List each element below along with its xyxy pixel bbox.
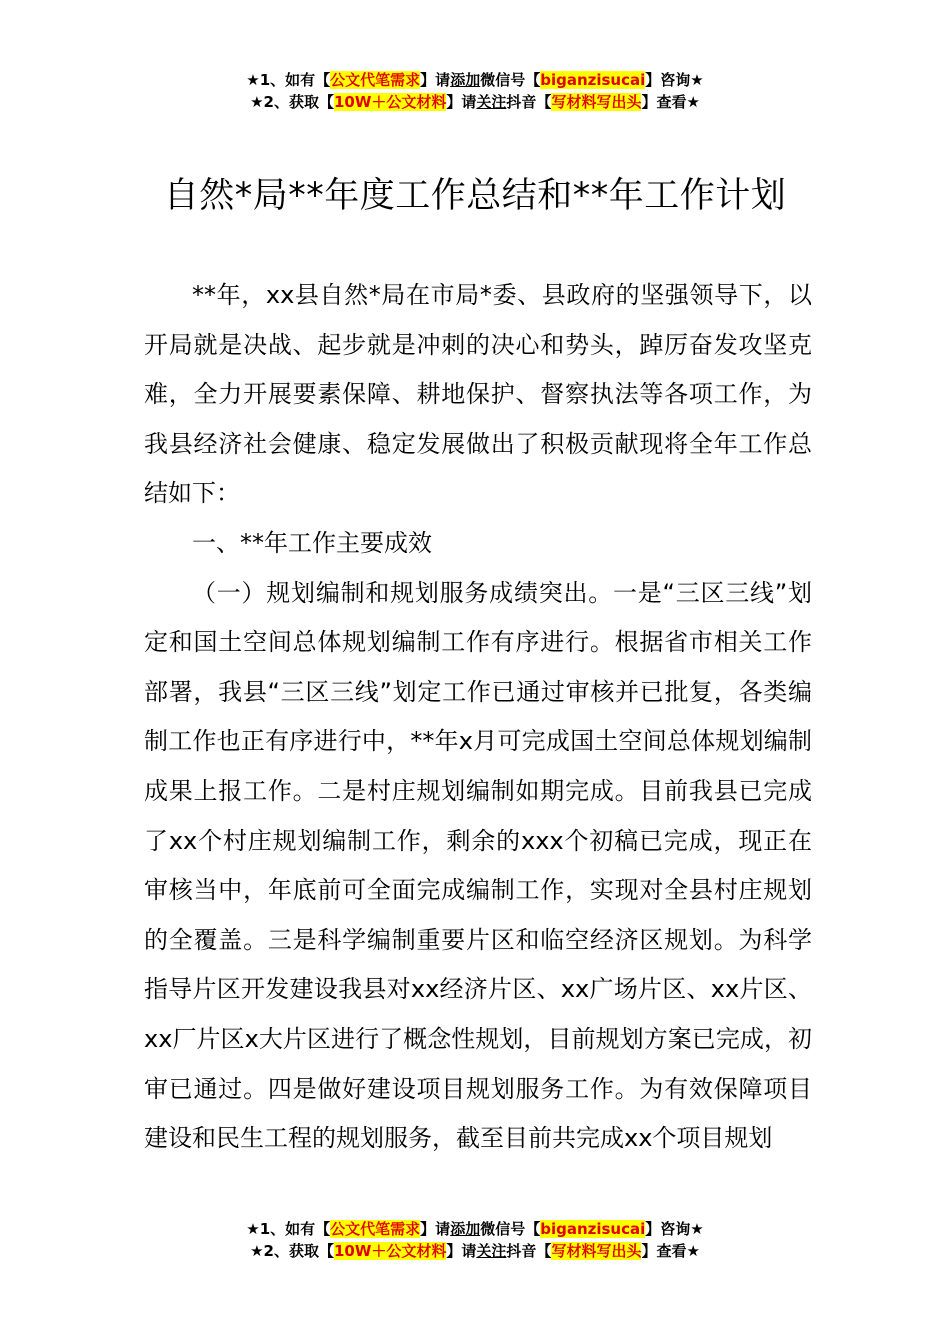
promo-line-1: ★1、如有【公文代笔需求】请添加微信号【biganzisucai】咨询★ — [246, 1220, 704, 1238]
promo-highlight: 10W＋公文材料 — [333, 93, 447, 111]
intro-paragraph: **年，xx县自然*局在市局*委、县政府的坚强领导下，以开局就是决战、起步就是冲刺的决心和势头，踔厉奋发攻坚克难，全力开展要素保障、耕地保护、督察执法等各项工作，为我县经济社会健康、稳定发展做出了积极贡献现将全年工作总结如下： — [144, 281, 812, 508]
document-title: 自然*局**年度工作总结和**年工作计划 — [163, 176, 787, 216]
promo-highlight: 公文代笔需求 — [330, 1220, 421, 1238]
promo-banner-bottom — [0, 1218, 950, 1262]
promo-highlight: 10W＋公文材料 — [333, 1242, 447, 1260]
promo-wechat-id: biganzisucai — [540, 1220, 646, 1238]
section-heading: 一、**年工作主要成效 — [192, 528, 432, 557]
promo-line-2: ★2、获取【10W＋公文材料】请关注抖音【写材料写出头】查看★ — [250, 1242, 700, 1260]
promo-line-2: ★2、获取【10W＋公文材料】请关注抖音【写材料写出头】查看★ — [250, 93, 700, 111]
promo-douyin-id: 写材料写出头 — [551, 1242, 642, 1260]
promo-wechat-id: biganzisucai — [540, 71, 646, 89]
document-body — [144, 271, 812, 1164]
body-paragraph: （一）规划编制和规划服务成绩突出。一是“三区三线”划定和国土空间总体规划编制工作有序进行。根据省市相关工作部署，我县“三区三线”划定工作已通过审核并已批复，各类编制工作也正有序进行中，**年x月可完成国土空间总体规划编制成果上报工作。二是村庄规划编制如期完成。目前我县已完成了xx个村庄规划编制工作，剩余的xxx个初稿已完成，现正在审核当中，年底前可全面完成编制工作，实现对全县村庄规划的全覆盖。三是科学编制重要片区和临空经济区规划。为科学指导片区开发建设我县对xx经济片区、xx广场片区、xx片区、xx厂片区x大片区进行了概念性规划，目前规划方案已完成，初审已通过。四是做好建设项目规划服务工作。为有效保障项目建设和民生工程的规划服务，截至目前共完成xx个项目规划 — [144, 578, 812, 1153]
promo-highlight: 公文代笔需求 — [330, 71, 421, 89]
promo-douyin-id: 写材料写出头 — [551, 93, 642, 111]
promo-banner-top — [0, 69, 950, 113]
promo-line-1: ★1、如有【公文代笔需求】请添加微信号【biganzisucai】咨询★ — [246, 71, 704, 89]
